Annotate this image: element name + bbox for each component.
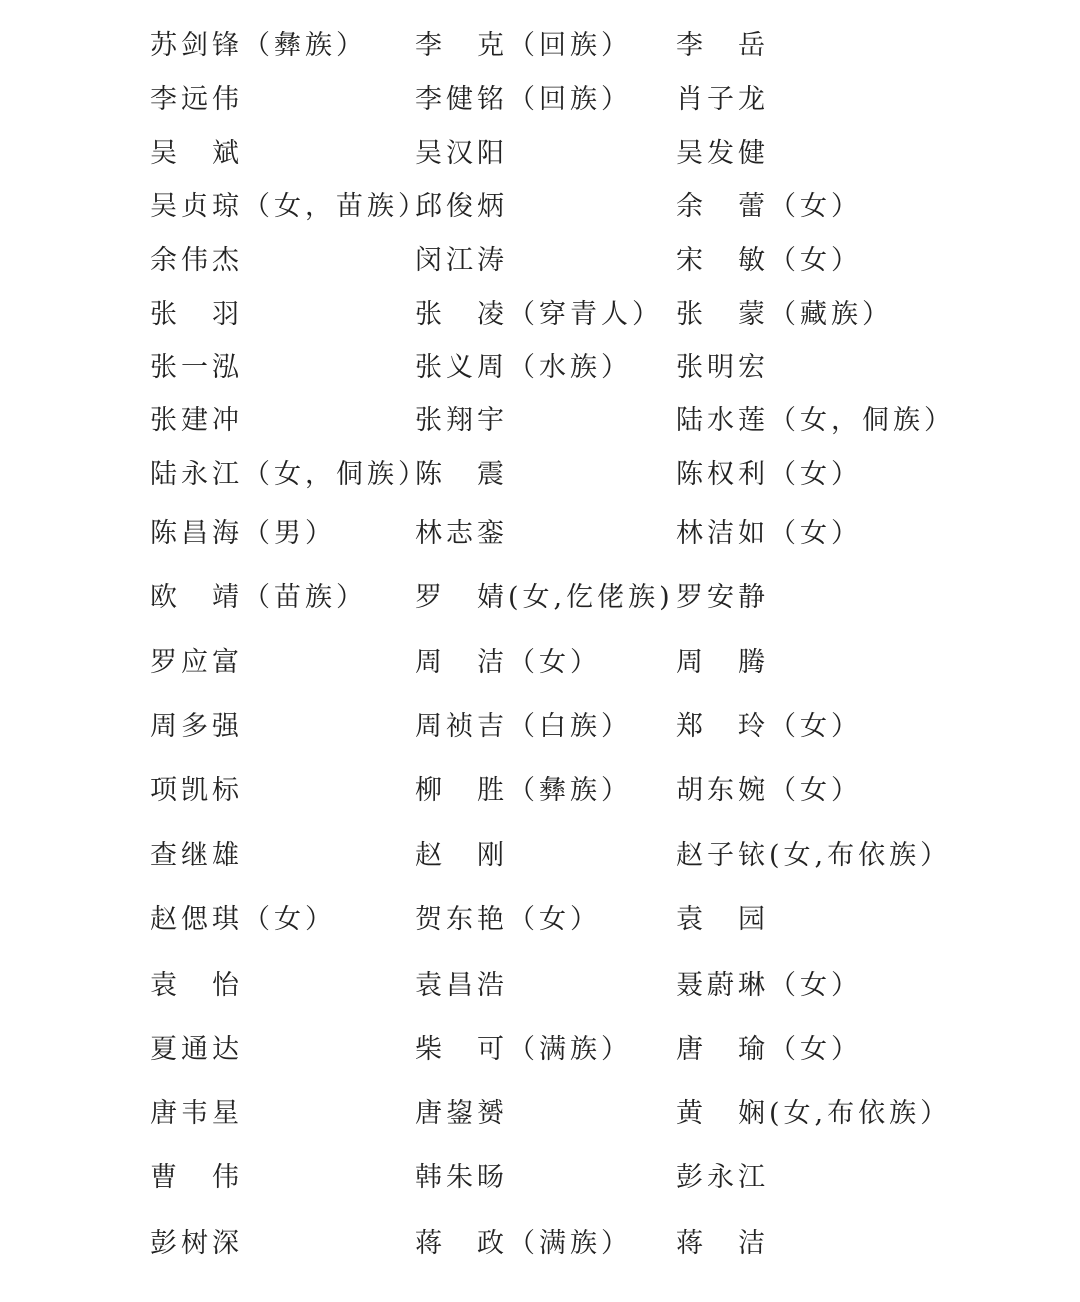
name-entry: 邱俊炳 (415, 191, 508, 222)
name-entry: 张建冲 (150, 405, 243, 436)
name-entry: 袁 园 (676, 904, 769, 935)
name-entry: 吴 斌 (150, 138, 243, 169)
name-entry: 赵 刚 (415, 840, 508, 871)
name-entry: 彭树深 (150, 1228, 243, 1259)
name-entry: 张翔宇 (415, 405, 508, 436)
name-entry: 罗 婧(女,仡佬族) (415, 582, 674, 613)
name-entry: 黄 娴(女,布依族） (676, 1098, 952, 1129)
name-entry: 余 蕾（女） (676, 191, 862, 222)
name-entry: 柴 可（满族） (415, 1034, 632, 1065)
name-entry: 张 蒙（藏族） (676, 299, 893, 330)
name-entry: 李 岳 (676, 30, 769, 61)
name-entry: 陈昌海（男） (150, 518, 336, 549)
name-entry: 欧 靖（苗族） (150, 582, 367, 613)
name-entry: 张 凌（穿青人） (415, 299, 663, 330)
name-entry: 赵子铱(女,布依族） (676, 840, 952, 871)
name-entry: 罗安静 (676, 582, 769, 613)
name-entry: 苏剑锋（彝族） (150, 30, 367, 61)
name-entry: 项凯标 (150, 775, 243, 806)
name-row (0, 643, 1080, 683)
name-row (0, 707, 1080, 747)
name-entry: 张一泓 (150, 352, 243, 383)
name-row (0, 1094, 1080, 1134)
name-entry: 李健铭（回族） (415, 84, 632, 115)
name-entry: 郑 玲（女） (676, 711, 862, 742)
name-entry: 吴贞琼（女，苗族） (150, 191, 429, 222)
name-entry: 罗应富 (150, 647, 243, 678)
name-row (0, 1030, 1080, 1070)
name-entry: 唐鋆赟 (415, 1098, 508, 1129)
name-row (0, 455, 1080, 495)
name-entry: 陈权利（女） (676, 459, 862, 490)
name-entry: 李远伟 (150, 84, 243, 115)
name-entry: 宋 敏（女） (676, 245, 862, 276)
name-row (0, 80, 1080, 120)
name-row (0, 401, 1080, 441)
name-entry: 韩朱旸 (415, 1162, 508, 1193)
name-entry: 胡东婉（女） (676, 775, 862, 806)
name-entry: 吴汉阳 (415, 138, 508, 169)
name-row (0, 578, 1080, 618)
name-entry: 贺东艳（女） (415, 904, 601, 935)
name-entry: 周 洁（女） (415, 647, 601, 678)
name-row (0, 900, 1080, 940)
name-row (0, 295, 1080, 335)
name-entry: 周祯吉（白族） (415, 711, 632, 742)
name-row (0, 348, 1080, 388)
name-entry: 袁 怡 (150, 970, 243, 1001)
name-row (0, 836, 1080, 876)
name-entry: 余伟杰 (150, 245, 243, 276)
name-entry: 彭永江 (676, 1162, 769, 1193)
name-entry: 林洁如（女） (676, 518, 862, 549)
name-entry: 闵江涛 (415, 245, 508, 276)
name-entry: 夏通达 (150, 1034, 243, 1065)
name-entry: 蒋 洁 (676, 1228, 769, 1259)
name-entry: 聂蔚琳（女） (676, 970, 862, 1001)
name-entry: 李 克（回族） (415, 30, 632, 61)
name-row (0, 514, 1080, 554)
name-entry: 张 羽 (150, 299, 243, 330)
name-entry: 袁昌浩 (415, 970, 508, 1001)
name-row (0, 241, 1080, 281)
name-entry: 查继雄 (150, 840, 243, 871)
name-entry: 蒋 政（满族） (415, 1228, 632, 1259)
name-row (0, 966, 1080, 1006)
name-entry: 唐 瑜（女） (676, 1034, 862, 1065)
name-row (0, 134, 1080, 174)
name-entry: 曹 伟 (150, 1162, 243, 1193)
name-entry: 赵偲琪（女） (150, 904, 336, 935)
name-entry: 陆永江（女，侗族） (150, 459, 429, 490)
name-entry: 张明宏 (676, 352, 769, 383)
name-entry: 周多强 (150, 711, 243, 742)
name-entry: 周 腾 (676, 647, 769, 678)
name-entry: 张义周（水族） (415, 352, 632, 383)
name-entry: 陈 震 (415, 459, 508, 490)
name-entry: 唐韦星 (150, 1098, 243, 1129)
name-row (0, 1224, 1080, 1264)
name-entry: 陆水莲（女，侗族） (676, 405, 955, 436)
name-row (0, 26, 1080, 66)
name-row (0, 771, 1080, 811)
name-entry: 林志銮 (415, 518, 508, 549)
name-row (0, 1158, 1080, 1198)
name-row (0, 187, 1080, 227)
name-entry: 吴发健 (676, 138, 769, 169)
name-entry: 柳 胜（彝族） (415, 775, 632, 806)
name-entry: 肖子龙 (676, 84, 769, 115)
